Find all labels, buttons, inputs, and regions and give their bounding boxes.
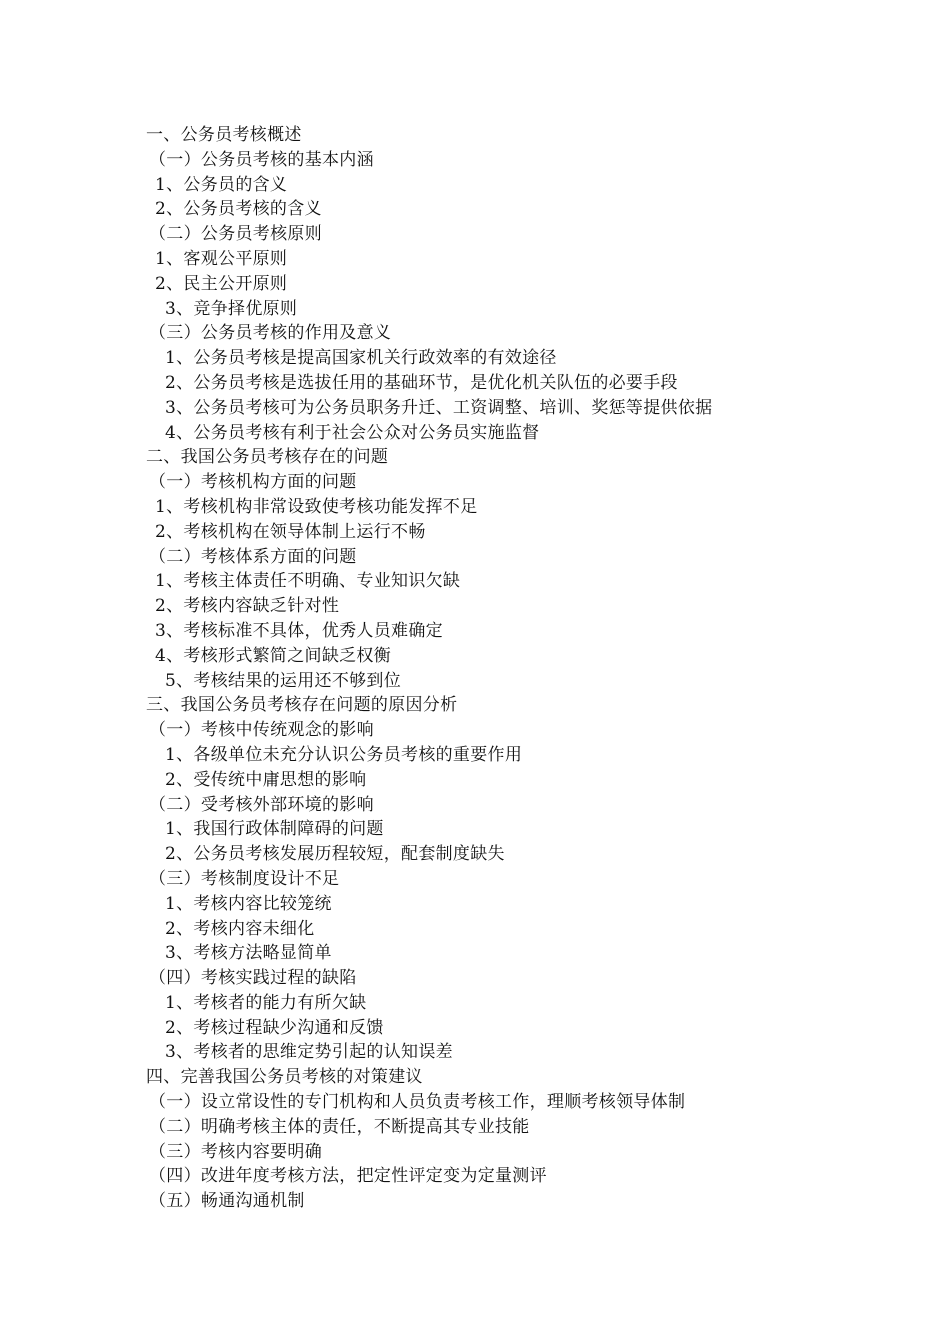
outline-line-level-3: 2、公务员考核是选拔任用的基础环节，是优化机关队伍的必要手段 bbox=[165, 372, 678, 393]
outline-line-level-2: 2、考核机构在领导体制上运行不畅 bbox=[155, 521, 426, 542]
outline-line-level-3: 3、竞争择优原则 bbox=[165, 298, 298, 319]
outline-line-level-3: 2、考核内容未细化 bbox=[165, 918, 315, 939]
outline-line-level-1: （二）考核体系方面的问题 bbox=[149, 546, 357, 567]
outline-line-level-1: （二）受考核外部环境的影响 bbox=[149, 794, 374, 815]
outline-line-level-2: 1、客观公平原则 bbox=[155, 248, 288, 269]
outline-line-level-2: 2、公务员考核的含义 bbox=[155, 199, 322, 220]
outline-line-level-3: 3、公务员考核可为公务员职务升迁、工资调整、培训、奖惩等提供依据 bbox=[165, 397, 713, 418]
outline-line-level-1: （四）改进年度考核方法，把定性评定变为定量测评 bbox=[149, 1166, 547, 1187]
outline-line-level-2: 1、考核机构非常设致使考核功能发挥不足 bbox=[155, 496, 478, 517]
outline-line-level-1: （一）考核机构方面的问题 bbox=[149, 472, 357, 493]
outline-line-level-1: （一）设立常设性的专门机构和人员负责考核工作，理顺考核领导体制 bbox=[149, 1092, 686, 1113]
outline-line-level-2: 2、考核内容缺乏针对性 bbox=[155, 596, 340, 617]
outline-line-level-1: （四）考核实践过程的缺陷 bbox=[149, 968, 357, 989]
outline-list bbox=[0, 123, 950, 1214]
outline-line-level-3: 2、公务员考核发展历程较短，配套制度缺失 bbox=[165, 844, 505, 865]
outline-line-level-2: 3、考核标准不具体，优秀人员难确定 bbox=[155, 620, 443, 641]
outline-line-level-1: （五）畅通沟通机制 bbox=[149, 1191, 305, 1212]
outline-line-level-3: 1、公务员考核是提高国家机关行政效率的有效途径 bbox=[165, 348, 557, 369]
outline-line-level-3: 5、考核结果的运用还不够到位 bbox=[165, 670, 402, 691]
outline-line-level-3: 1、考核内容比较笼统 bbox=[165, 893, 332, 914]
outline-line-level-1: （三）考核内容要明确 bbox=[149, 1141, 322, 1162]
outline-line-level-0: 四、完善我国公务员考核的对策建议 bbox=[146, 1067, 423, 1088]
outline-line-level-0: 二、我国公务员考核存在的问题 bbox=[146, 447, 389, 468]
outline-line-level-0: 一、公务员考核概述 bbox=[146, 125, 302, 145]
outline-line-level-1: （一）考核中传统观念的影响 bbox=[149, 720, 374, 741]
outline-line-level-3: 1、考核者的能力有所欠缺 bbox=[165, 992, 367, 1013]
outline-line-level-3: 1、我国行政体制障碍的问题 bbox=[165, 819, 384, 840]
outline-line-level-2: 1、考核主体责任不明确、专业知识欠缺 bbox=[155, 571, 461, 592]
outline-line-level-1: （二）公务员考核原则 bbox=[149, 224, 322, 245]
outline-line-level-3: 3、考核方法略显简单 bbox=[165, 943, 332, 964]
outline-line-level-3: 3、考核者的思维定势引起的认知误差 bbox=[165, 1042, 453, 1063]
outline-line-level-0: 三、我国公务员考核存在问题的原因分析 bbox=[146, 695, 458, 716]
outline-line-level-3: 2、考核过程缺少沟通和反馈 bbox=[165, 1017, 384, 1038]
outline-line-level-2: 4、考核形式繁简之间缺乏权衡 bbox=[155, 645, 392, 666]
outline-line-level-3: 2、受传统中庸思想的影响 bbox=[165, 769, 367, 790]
outline-line-level-1: （三）公务员考核的作用及意义 bbox=[149, 323, 392, 344]
outline-line-level-2: 1、公务员的含义 bbox=[155, 174, 288, 195]
outline-line-level-3: 4、公务员考核有利于社会公众对公务员实施监督 bbox=[165, 422, 540, 443]
outline-line-level-3: 1、各级单位未充分认识公务员考核的重要作用 bbox=[165, 744, 523, 765]
outline-line-level-1: （一）公务员考核的基本内涵 bbox=[149, 149, 374, 170]
outline-line-level-1: （二）明确考核主体的责任，不断提高其专业技能 bbox=[149, 1116, 530, 1137]
outline-line-level-1: （三）考核制度设计不足 bbox=[149, 868, 340, 889]
outline-line-level-2: 2、民主公开原则 bbox=[155, 273, 288, 294]
